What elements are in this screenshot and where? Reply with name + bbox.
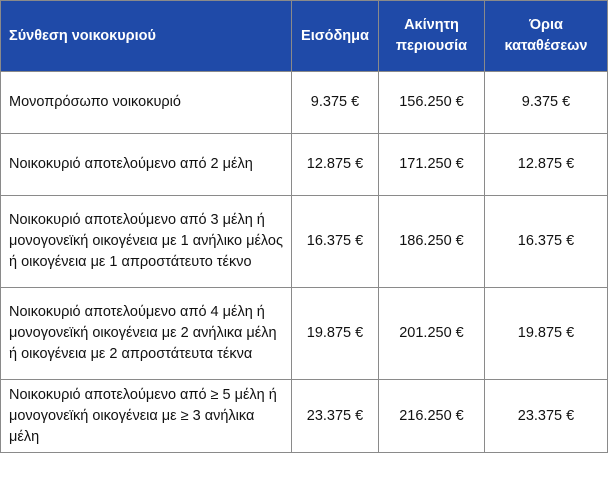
table-body [1,72,608,453]
household-cell: Μονοπρόσωπο νοικοκυριό [1,72,292,134]
household-cell: Νοικοκυριό αποτελούμενο από 2 μέλη [1,134,292,196]
header-income: Εισόδημα [292,1,379,72]
header-deposit-limits: Όρια καταθέσεων [485,1,608,72]
property-cell: 201.250 € [379,288,485,380]
household-cell: Νοικοκυριό αποτελούμενο από 4 μέλη ή μονογονεϊκή οικογένεια με 2 ανήλικα μέλη ή οικογένεια με 2 απροστάτευτα τέκνα [1,288,292,380]
household-cell: Νοικοκυριό αποτελούμενο από ≥ 5 μέλη ή μονογονεϊκή οικογένεια με ≥ 3 ανήλικα μέλη [1,380,292,453]
household-cell: Νοικοκυριό αποτελούμενο από 3 μέλη ή μονογονεϊκή οικογένεια με 1 ανήλικο μέλος ή οικογένεια με 1 απροστάτευτο τέκνο [1,196,292,288]
deposits-cell: 12.875 € [485,134,608,196]
deposits-cell: 23.375 € [485,380,608,453]
table-row [1,134,608,196]
income-cell: 12.875 € [292,134,379,196]
income-cell: 16.375 € [292,196,379,288]
table-row [1,380,608,453]
property-cell: 216.250 € [379,380,485,453]
header-row [1,1,608,72]
header-property: Ακίνητη περιουσία [379,1,485,72]
header-household-composition: Σύνθεση νοικοκυριού [1,1,292,72]
property-cell: 186.250 € [379,196,485,288]
income-cell: 9.375 € [292,72,379,134]
deposits-cell: 16.375 € [485,196,608,288]
table-row [1,288,608,380]
property-cell: 171.250 € [379,134,485,196]
deposits-cell: 9.375 € [485,72,608,134]
income-cell: 19.875 € [292,288,379,380]
table-row [1,72,608,134]
property-cell: 156.250 € [379,72,485,134]
deposits-cell: 19.875 € [485,288,608,380]
table-header [1,1,608,72]
table-row [1,196,608,288]
income-cell: 23.375 € [292,380,379,453]
